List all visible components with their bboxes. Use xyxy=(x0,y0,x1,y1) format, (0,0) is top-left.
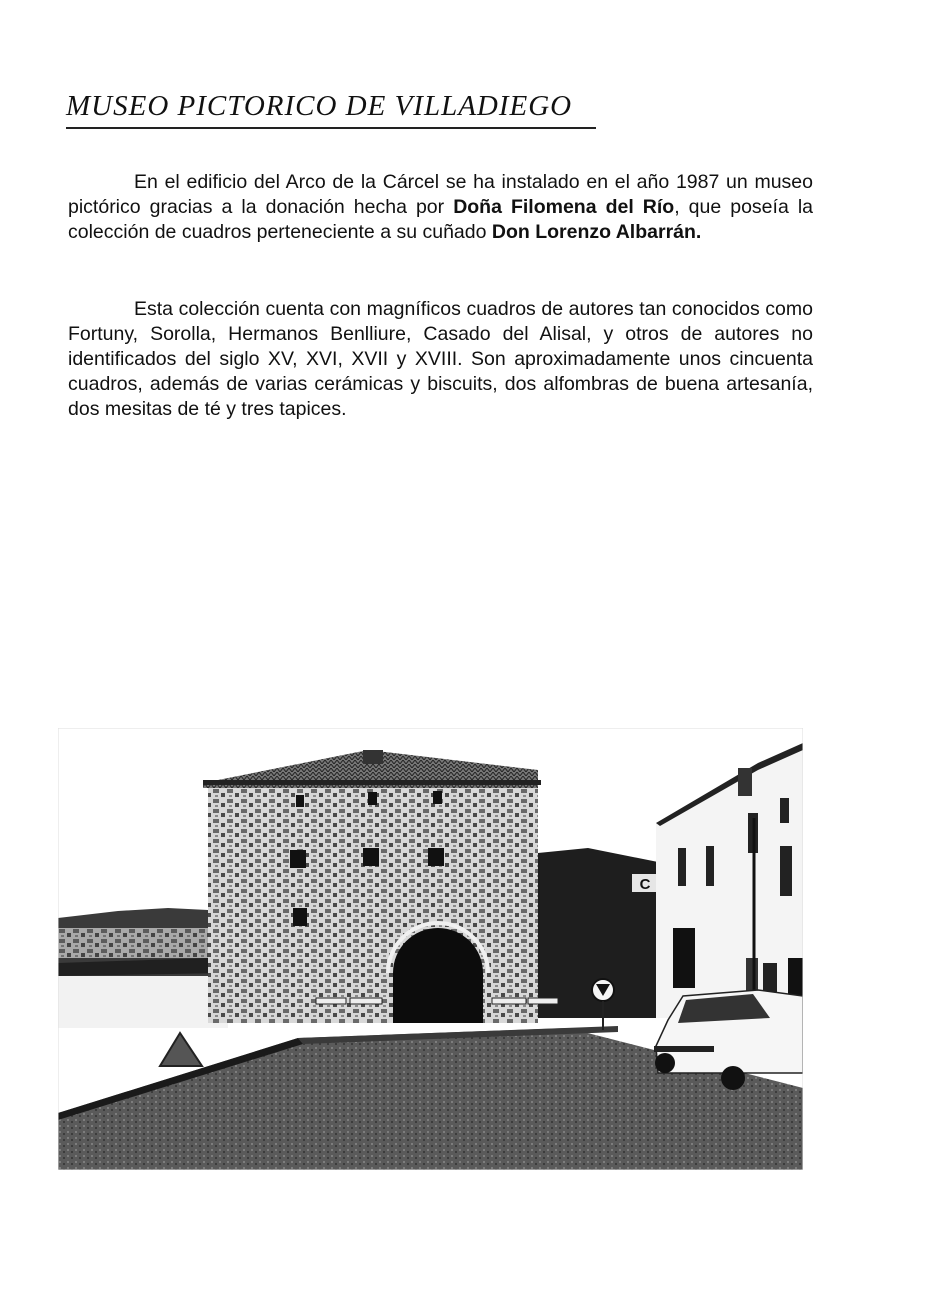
collector-name: Don Lorenzo Albarrán. xyxy=(491,221,702,243)
donor-name: Doña Filomena del Río xyxy=(453,196,675,218)
page-title: MUSEO PICTORICO DE VILLADIEGO xyxy=(66,90,573,122)
title-underline xyxy=(66,127,596,129)
sign-letter: C xyxy=(639,876,651,893)
paragraph-2: Esta colección cuenta con magníficos cuadros de autores tan conocidos como Fortuny, Sorolla, Hermanos Benlliure, Casado del Alisal, y otros de autores no identificados del siglo XV, XVI, XVII y XVIII. Son aproximadamente unos cincuenta cuadros, además de varias cerámicas y biscuits, dos alfombras de buena artesanía, dos mesitas de té y tres tapices. xyxy=(68,298,813,420)
paragraph-1 xyxy=(68,170,813,245)
paragraph-1-text-b: , que poseía la colección de cuadros perteneciente a su cuñado xyxy=(68,196,813,243)
paragraph-1-text-a: En el edificio del Arco de la Cárcel se ha instalado en el año 1987 un museo pictórico gracias a la donación hecha por xyxy=(68,171,813,218)
tower xyxy=(203,750,541,1023)
arch-photo xyxy=(58,728,803,1170)
distant-wall xyxy=(58,908,228,976)
